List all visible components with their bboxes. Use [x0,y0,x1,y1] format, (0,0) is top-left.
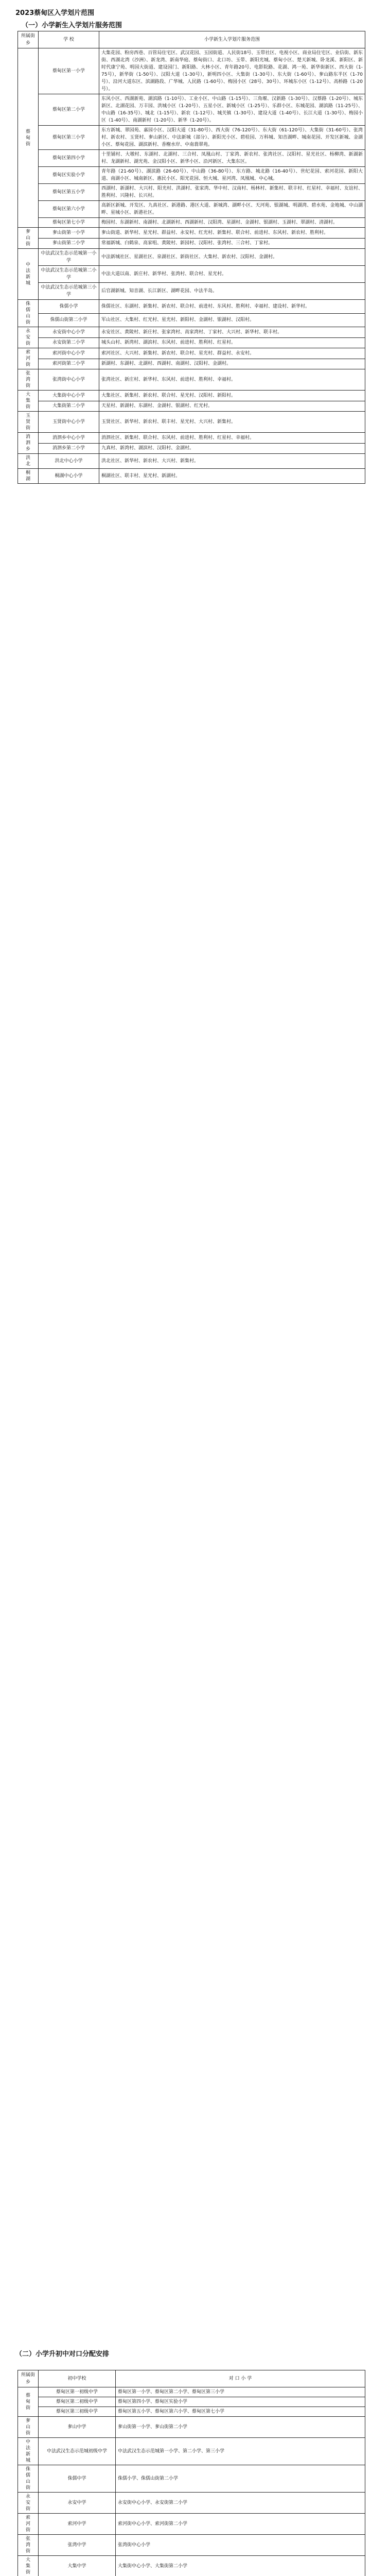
alloc-row [18,2535,365,2556]
zone-row [18,218,365,228]
range-cell: 索河街中心小学、索河街第二小学 [116,2514,365,2535]
school-cell: 蔡甸区第五小学 [39,184,99,201]
street-name: 中法新城 [25,262,30,286]
zone-row [18,94,365,126]
street-name: 奓山街 [25,229,30,247]
range-cell: 东方新城、翠园苑、嘉园小区、汉阳大道（31-80号）、西大街（76-120号）、东大街（61-120号）、大集街（31-60号）、张湾村、新农村、玉贤村、奓山新区、中法新城（部分）、新阳光小区、碧桂园、万科城、知音湖畔、城南花园、开发区新城、金湖小区、蔡甸花园、湖滨新村、香榭水岸、中南翡翠苑。 [99,126,365,150]
school-cell: 大集中学 [39,2556,116,2576]
section-1-title: （一）小学新生入学划片服务范围 [22,22,122,29]
range-cell: 侏儒社区、东湖村、新集村、新农村、联合村、前进村、东风村、胜利村、幸福村、建设村、新华村。 [99,300,365,314]
zone-row [18,228,365,239]
alloc-row [18,2556,365,2576]
zone-row [18,201,365,218]
zone-row [18,454,365,469]
alloc-row [18,2397,365,2407]
street-cell [18,249,39,300]
street-name: 中法新城 [25,2439,30,2463]
school-cell: 中法武汉生态示范城初级中学 [39,2438,116,2465]
header-area: 小学新生入学划片服务范围 [99,31,365,48]
street-cell [18,391,39,412]
school-cell: 索河街中心小学 [39,348,99,359]
zone-row [18,412,365,433]
street-name: 永安街 [25,329,30,346]
zone-row [18,126,365,150]
street-cell [18,469,39,484]
range-cell: 十里铺村、大墩村、东湖村、北湖村、三合村、凤凰山村、丁家湾、新农村、张湾社区、汉阳村、星光社区、杨柳湾、新湖新村、龙湖新村、湖光苑、金汉阳小区、新华小区、沿河新区、大集东区。 [99,150,365,167]
range-cell: 高新区新城、开发区、九真社区、新港路、港区大道、新城湾、湖畔小区、天河苑、银湖城、明湖湾、碧水苑、金地城、中山湖畔、星城小区、新港社区。 [99,201,365,218]
alloc-row [18,2493,365,2514]
school-cell: 中法武汉生态示范城第二小学 [39,266,99,283]
range-cell: 大集街中心小学、大集街第二小学 [116,2556,365,2576]
street-name: 张湾街 [25,371,30,388]
range-cell: 东风小区、西湖新苑、湖滨路（1-10号）、工业小区、中山路（1-15号）、三角堰、汉新路（1-30号）、汉蔡路（1-20号）、城东新区、北湖花园、万丰园、洪城小区（1-20号）、五星小区、新城小区（1-25号）、乐群小区、东城花园、湖滨路（11-25号）、中山路（16-35号）、城北（1-15号）、新农（1-12号）、城关镇（1-30号）、建设大道（1-40号）、长江大道（1-30号）、梅园小区（1-40号）、南湖新村（1-20号）、新华（1-20号）。 [99,94,365,126]
street-cell [18,2417,39,2438]
alloc-row [18,2417,365,2438]
street-cell [18,327,39,348]
school-cell: 洪北中心小学 [39,454,99,469]
street-cell [18,454,39,469]
header2-middle: 初中学校 [39,2370,116,2387]
zoning-table-header [18,31,365,48]
range-cell: 张湾社区、新庄村、新华村、东风村、前进村、胜利村、幸福村。 [99,369,365,391]
zone-row [18,369,365,391]
street-name: 大集街 [25,392,30,410]
range-cell: 军山社区、大集村、红光村、星光村、新阳村、金湖村、银湖村、汉阳村。 [99,313,365,327]
zone-row [18,300,365,314]
street-name: 索河街 [25,2515,30,2533]
street-name: 大集街 [25,2557,30,2575]
range-cell: 桐湖社区、联丰村、星光村、新湖村。 [99,469,365,484]
range-cell: 九真村、新湾村、湖滨村、汉阳村、金湖村。 [99,443,365,454]
school-cell: 索河街第二小学 [39,359,99,369]
zone-row [18,283,365,300]
school-cell: 中法武汉生态示范城第一小学 [39,249,99,266]
school-cell: 中法武汉生态示范城第三小学 [39,283,99,300]
school-cell: 蔡甸区第七小学 [39,218,99,228]
school-cell: 奓山中学 [39,2417,116,2438]
range-cell: 索河社区、大兴村、新集村、新农村、联合村、星光村、群益村、永安村。 [99,348,365,359]
street-name: 洪北 [25,455,30,467]
street-name: 消泗乡 [25,434,30,452]
school-cell: 蔡甸区第二初级中学 [39,2397,116,2407]
street-cell [18,2493,39,2514]
range-cell: 张湾街中心小学 [116,2535,365,2556]
zone-row [18,348,365,359]
street-name: 侏儒山街 [25,2467,30,2490]
range-cell: 天星村、新湖村、东湖村、金湖村、银湖村、红光村。 [99,401,365,412]
zone-row [18,337,365,348]
zone-row [18,391,365,401]
street-name: 蔡甸街 [25,129,30,147]
alloc-row [18,2387,365,2397]
header2-street: 所属街乡 [18,2370,39,2387]
school-cell: 蔡甸区第三初级中学 [39,2407,116,2417]
zone-row [18,266,365,283]
school-cell: 蔡甸区第六小学 [39,201,99,218]
range-cell: 西湖村、新湖村、大兴村、阳光村、洪湖村、张家湾、华中村、汉南村、杨林村、新集村、联丰村、红星村、幸福村、友谊村、胜利村、兴隆村、长兴村。 [99,184,365,201]
school-cell: 消泗乡中心小学 [39,433,99,444]
school-cell: 永安街第二小学 [39,337,99,348]
school-cell: 侏儒中学 [39,2465,116,2493]
school-cell: 索河中学 [39,2514,116,2535]
street-cell [18,2535,39,2556]
school-cell: 蔡甸区第二小学 [39,94,99,126]
street-name: 永安街 [25,2494,30,2512]
school-cell: 侏儒山街第二小学 [39,313,99,327]
header-school: 学 校 [39,31,99,48]
range-cell: 中法新城社区、星湖社区、泉湖社区、新街社区、大集村、新农村、汉阳村、金湖村。 [99,249,365,266]
school-cell: 永安中学 [39,2493,116,2514]
zone-row [18,238,365,249]
school-cell: 侏儒小学 [39,300,99,314]
zone-row [18,313,365,327]
zone-row [18,167,365,184]
zone-row [18,184,365,201]
street-cell [18,228,39,249]
zone-row [18,433,365,444]
street-cell [18,2438,39,2465]
range-cell: 新湖村、东湖村、北湖村、西湖村、南湖村、汉阳村、金湖村。 [99,359,365,369]
school-cell: 蔡甸区实验小学 [39,167,99,184]
range-cell: 梅园村、东湖新村、南湖村、北湖新村、西湖新村、汉阳湾、星湖村、金湖村、银湖村、玉湖村、翠湖村、清湖村。 [99,218,365,228]
street-cell [18,2465,39,2493]
street-name: 张湾街 [25,2536,30,2554]
street-name: 桐湖 [25,470,30,482]
school-cell: 奓山街第二小学 [39,238,99,249]
range-cell: 城头山村、新湾村、湖滨村、东风村、前进村、胜利村、红星村。 [99,337,365,348]
street-cell [18,300,39,327]
range-cell: 洪北社区、新华村、新农村、大兴村、新集村。 [99,454,365,469]
street-name: 奓山街 [25,2418,30,2436]
zoning-table [17,31,365,484]
range-cell: 永安社区、黄陵村、新庄村、张家湾村、高家湾村、丁家村、大兴村、新华村、联丰村。 [99,327,365,338]
range-cell: 蔡甸区第四小学、蔡甸区实验小学 [116,2397,365,2407]
range-cell: 后官湖新城、知音湖、长江新区、湖畔花园、中法半岛。 [99,283,365,300]
header2-primary: 对 口 小 学 [116,2370,365,2387]
range-cell: 永安街中心小学、永安街第二小学 [116,2493,365,2514]
range-cell: 蔡甸区第五小学、蔡甸区第六小学、蔡甸区第七小学 [116,2407,365,2417]
school-cell: 张湾中学 [39,2535,116,2556]
range-cell: 奓山街道、新华村、星光村、群益村、永安村、红光村、新集村、联合村、前进村、东风村、新农村、胜利村。 [99,228,365,239]
zone-row [18,48,365,94]
alloc-row [18,2514,365,2535]
school-cell: 张湾街中心小学 [39,369,99,391]
zone-row [18,150,365,167]
alloc-row [18,2407,365,2417]
range-cell: 中法武汉生态示范城第一小学、第二小学、第三小学 [116,2438,365,2465]
school-cell: 大集街中心小学 [39,391,99,401]
range-cell: 奓山街第一小学、奓山街第二小学 [116,2417,365,2438]
zone-row [18,469,365,484]
range-cell: 消泗社区、新集村、联合村、东风村、前进村、胜利村、红星村、幸福村。 [99,433,365,444]
street-name: 蔡甸街 [25,2393,30,2411]
alloc-row [18,2465,365,2493]
range-cell: 青年路（21-60号）、湖滨路（26-60号）、中山路（36-80号）、东方路、城北路（16-40号）、世纪花园、索河花园、新阳大道、南湖小区、城南新区、惠民小区、阳光花园、恒大城、星河湾、凤凰城、中心城。 [99,167,365,184]
allocation-table [17,2370,365,2576]
range-cell: 蔡甸区第一小学、蔡甸区第二小学、蔡甸区第三小学 [116,2387,365,2397]
school-cell: 蔡甸区第三小学 [39,126,99,150]
street-cell [18,2387,39,2417]
street-name: 玉贤街 [25,413,30,431]
school-cell: 消泗乡第二小学 [39,443,99,454]
street-cell [18,433,39,454]
range-cell: 大集社区、新集村、新农村、联合村、星光村、汉阳村、新阳村。 [99,391,365,401]
street-cell [18,348,39,369]
section-2-title: （二）小学升初中对口分配安排 [15,2350,110,2358]
school-cell: 桐湖中心小学 [39,469,99,484]
street-cell [18,48,39,228]
school-cell: 奓山街第一小学 [39,228,99,239]
street-cell [18,2556,39,2576]
school-cell: 蔡甸区第一初级中学 [39,2387,116,2397]
street-cell [18,2514,39,2535]
school-cell: 蔡甸区第四小学 [39,150,99,167]
zone-row [18,249,365,266]
range-cell: 中法大道以南、新庄村、新华村、张湾村、联合村、星光村。 [99,266,365,283]
range-cell: 常福新城、白鹤泉、高家咀、黄陵村、新园村、汉阳村、张湾村、三合村、丁家村。 [99,238,365,249]
school-cell: 蔡甸区第一小学 [39,48,99,94]
allocation-table-header [18,2370,365,2387]
school-cell: 永安街中心小学 [39,327,99,338]
zone-row [18,443,365,454]
range-cell: 侏儒小学、侏儒山街第二小学 [116,2465,365,2493]
document-title: 2023蔡甸区入学划片范围 [15,9,95,17]
street-cell [18,369,39,391]
street-cell [18,412,39,433]
range-cell: 玉贤社区、新华村、新农村、联丰村、星光村、大兴村、新集村。 [99,412,365,433]
school-cell: 玉贤街中心小学 [39,412,99,433]
street-name: 索河街 [25,350,30,367]
school-cell: 大集街第二小学 [39,401,99,412]
zone-row [18,401,365,412]
alloc-row [18,2438,365,2465]
zone-row [18,359,365,369]
street-name: 侏儒山街 [25,301,30,325]
range-cell: 大集花园、粉房西巷、百管局住宅区、武汉花园、玉园街道、人民街18号、玉带社区、电视小区、商业局住宅区、业信街、新东街、西湖北湾（沙洲）、新龙湾、新南华庭、蔡甸街口、北口坊、玉带、新阳光城、蔡甸小区、楚天新城、卧龙溪、新阳区、新时代康宁苑、明园大街道、建设园门、新阳路、大林小区、青年路20号、电影院路、花湖、鸿一苑、新华街新区、西大街（1-75号），新华街（1-50号）、汉阳大道（1-30号），新明四小区、大集街（1-30号）、东大街（1-60号）、奓山路东半区（1-70号）、沿河大道东区、滨湖路段、广华城、人民路（1-60号）、梅园小区（28号、30号）、环城东小区（1-12号）、高桥路（1-20号）。 [99,48,365,94]
zone-row [18,327,365,338]
header-street: 所属街乡 [18,31,39,48]
